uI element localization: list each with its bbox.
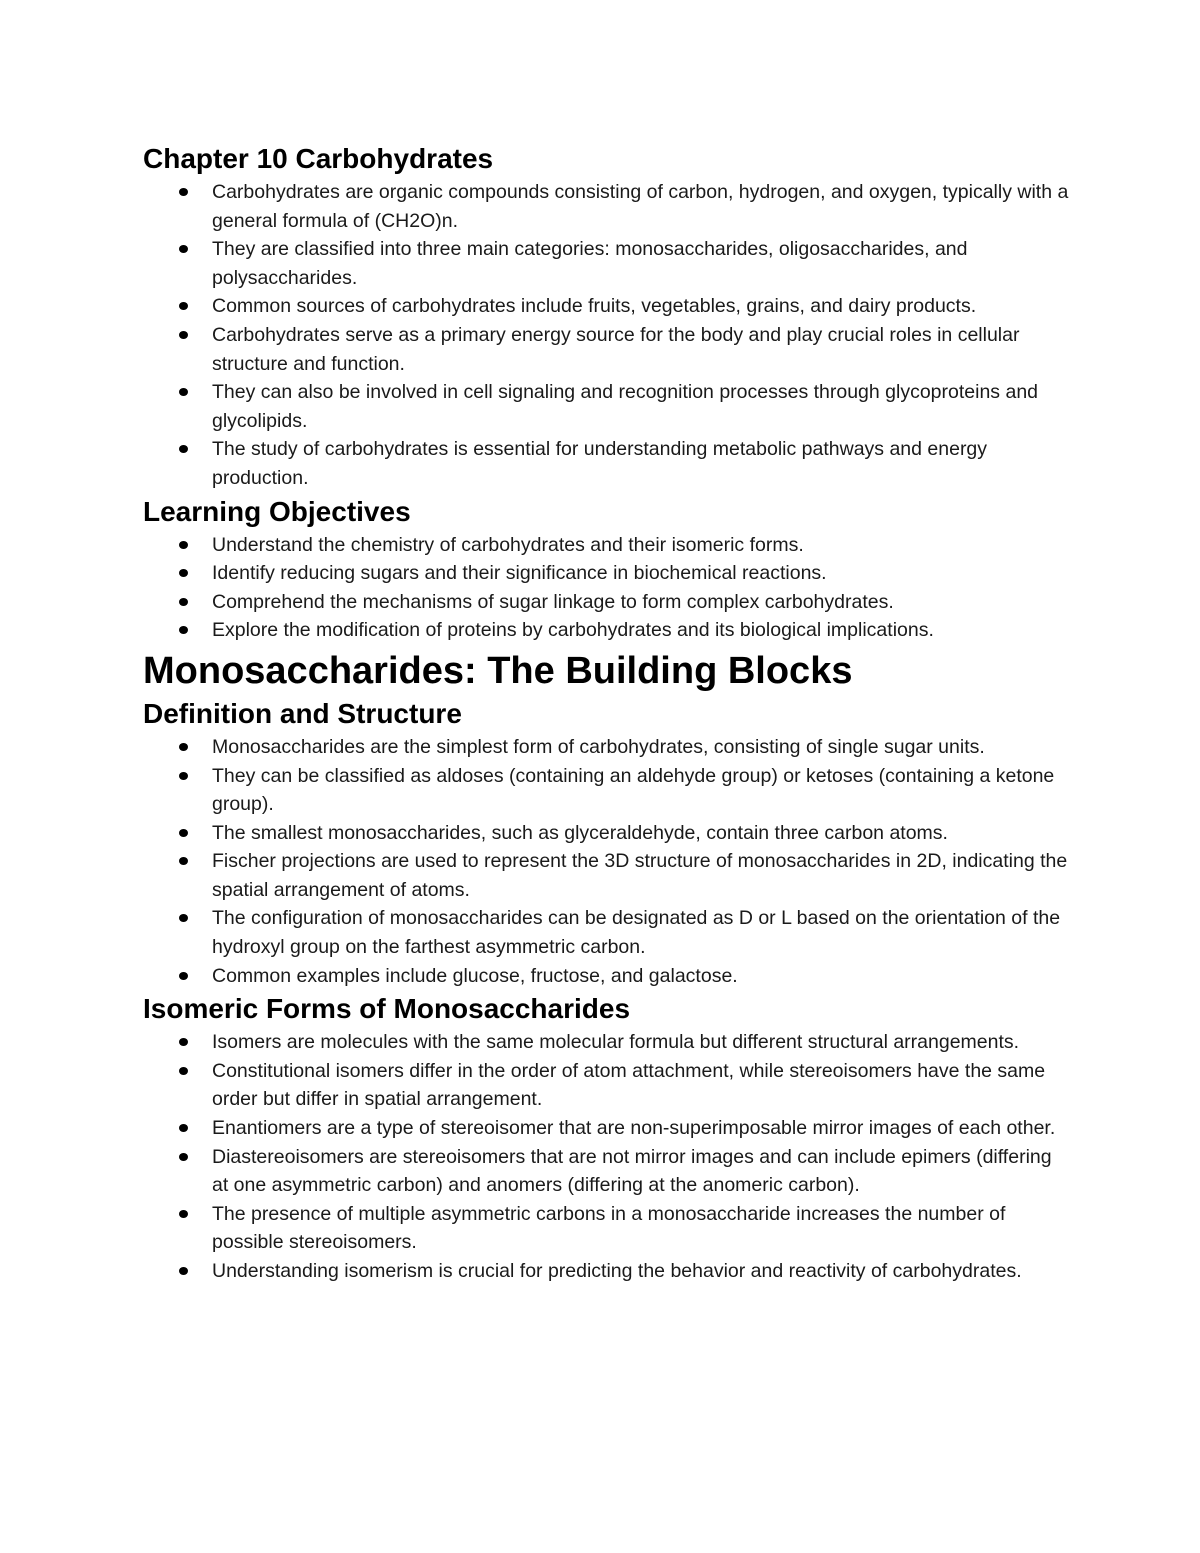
list-item-text: Constitutional isomers differ in the order of atom attachment, while stereoisomers have the same order but differ in spatial arrangement.	[212, 1059, 1046, 1111]
bullet-icon	[179, 245, 188, 253]
isomeric-heading: Isomeric Forms of Monosaccharides	[143, 993, 631, 1025]
bullet-icon	[179, 829, 188, 837]
list-item	[143, 588, 1073, 617]
chapter-list	[143, 178, 1073, 493]
bullet-icon	[179, 972, 188, 980]
list-item-text: They can also be involved in cell signaling and recognition processes through glycoproteins and glycolipids.	[212, 381, 1039, 432]
bullet-icon	[179, 445, 188, 453]
list-item	[143, 235, 1073, 292]
bullet-icon	[179, 598, 188, 606]
list-item	[143, 178, 1073, 235]
list-item	[143, 616, 1073, 645]
list-item	[143, 819, 1073, 848]
list-item	[143, 904, 1073, 961]
list-item	[143, 435, 1073, 492]
bullet-icon	[179, 857, 188, 865]
list-item-text: Enantiomers are a type of stereoisomer that are non-superimposable mirror images of each other.	[212, 1117, 1056, 1140]
list-item	[143, 1200, 1073, 1257]
list-item-text: Diastereoisomers are stereoisomers that are not mirror images and can include epimers (differing at one asymmetric carbon) and anomers (differing at the anomeric carbon).	[212, 1145, 1052, 1197]
list-item	[143, 1057, 1073, 1114]
list-item-text: Carbohydrates are organic compounds consisting of carbon, hydrogen, and oxygen, typically with a general formula of (CH2O)n.	[212, 181, 1069, 232]
list-item-text: Explore the modification of proteins by carbohydrates and its biological implications.	[212, 619, 934, 642]
bullet-icon	[179, 1210, 188, 1218]
list-item-text: Carbohydrates serve as a primary energy source for the body and play crucial roles in cellular structure and function.	[212, 323, 1020, 375]
bullet-icon	[179, 1124, 188, 1132]
objectives-list	[143, 531, 1073, 645]
bullet-icon	[179, 743, 188, 751]
bullet-icon	[179, 626, 188, 634]
bullet-icon	[179, 302, 188, 310]
bullet-icon	[179, 772, 188, 780]
bullet-icon	[179, 388, 188, 396]
list-item-text: They can be classified as aldoses (containing an aldehyde group) or ketoses (containing a ketone group).	[212, 764, 1055, 816]
bullet-icon	[179, 1067, 188, 1075]
monosaccharides-heading: Monosaccharides: The Building Blocks	[143, 649, 853, 692]
list-item-text: The smallest monosaccharides, such as glyceraldehyde, contain three carbon atoms.	[212, 821, 948, 844]
list-item	[143, 378, 1073, 435]
bullet-icon	[179, 1267, 188, 1275]
list-item	[143, 847, 1073, 904]
list-item	[143, 292, 1073, 321]
list-item-text: Identify reducing sugars and their significance in biochemical reactions.	[212, 562, 827, 585]
list-item-text: Understand the chemistry of carbohydrates and their isomeric forms.	[212, 533, 804, 556]
list-item-text: Understanding isomerism is crucial for predicting the behavior and reactivity of carbohydrates.	[212, 1260, 1022, 1282]
list-item-text: Comprehend the mechanisms of sugar linkage to form complex carbohydrates.	[212, 590, 894, 613]
list-item	[143, 1143, 1073, 1200]
list-item-text: Fischer projections are used to represent the 3D structure of monosaccharides in 2D, indicating the spatial arrangement of atoms.	[212, 850, 1068, 901]
list-item	[143, 962, 1073, 991]
list-item-text: The configuration of monosaccharides can be designated as D or L based on the orientation of the hydroxyl group on the farthest asymmetric carbon.	[212, 907, 1061, 959]
list-item-text: Common sources of carbohydrates include fruits, vegetables, grains, and dairy products.	[212, 295, 977, 318]
list-item-text: The study of carbohydrates is essential for understanding metabolic pathways and energy production.	[212, 438, 988, 489]
isomeric-list	[143, 1028, 1073, 1285]
definition-heading: Definition and Structure	[143, 697, 462, 729]
list-item	[143, 733, 1073, 762]
bullet-icon	[179, 569, 188, 577]
bullet-icon	[179, 1038, 188, 1046]
list-item	[143, 559, 1073, 588]
list-item-text: The presence of multiple asymmetric carbons in a monosaccharide increases the number of possible stereoisomers.	[212, 1202, 1006, 1254]
list-item	[143, 321, 1073, 378]
list-item	[143, 531, 1073, 560]
chapter-heading: Chapter 10 Carbohydrates	[143, 143, 494, 174]
list-item-text: Monosaccharides are the simplest form of carbohydrates, consisting of single sugar units.	[212, 735, 985, 758]
bullet-icon	[179, 331, 188, 339]
list-item	[143, 762, 1073, 819]
list-item-text: They are classified into three main categories: monosaccharides, oligosaccharides, and polysaccharides.	[212, 238, 968, 289]
bullet-icon	[179, 541, 188, 549]
list-item	[143, 1114, 1073, 1143]
document-page	[143, 140, 1073, 1286]
bullet-icon	[179, 1153, 188, 1161]
definition-list	[143, 733, 1073, 990]
list-item	[143, 1028, 1073, 1057]
list-item-text: Isomers are molecules with the same molecular formula but different structural arrangements.	[212, 1031, 1020, 1054]
bullet-icon	[179, 188, 188, 196]
list-item-text: Common examples include glucose, fructose, and galactose.	[212, 964, 738, 987]
list-item	[143, 1257, 1073, 1286]
objectives-heading: Learning Objectives	[143, 495, 411, 527]
bullet-icon	[179, 914, 188, 922]
